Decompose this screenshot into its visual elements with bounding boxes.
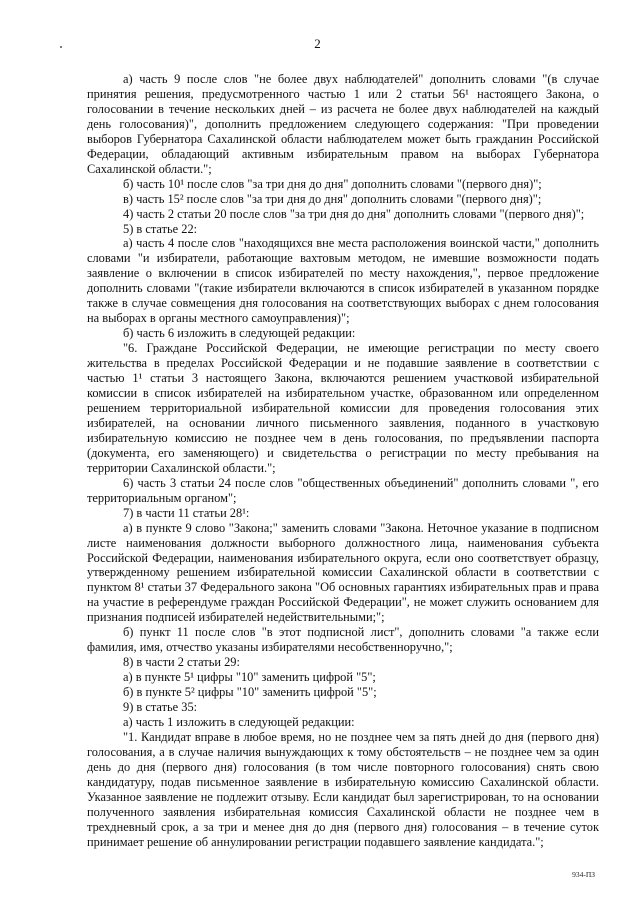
- paragraph: а) в пункте 9 слово "Закона;" заменить словами "Закона. Неточное указание в подписном листе наименования должности выборного должностного лица, наименования субъекта Российской Федерации, наименования избирательного округа, если оно соответствует образцу, утвержденному решением избирательной комиссии Сахалинской области в соответствии с пунктом 8¹ статьи 37 Федерального закона "Об основных гарантиях избирательных прав и права на участие в референдуме граждан Российской Федерации", не может служить основанием для признания подписей избирателей недействительными;";: [87, 520, 599, 625]
- paragraph: "1. Кандидат вправе в любое время, но не позднее чем за пять дней до дня (первого дня) голосования, а в случае наличия вынуждающих к тому обстоятельств – не позднее чем за один день до дня (первого дня) голосования (в том числе повторного голосования) снять свою кандидатуру, подав письменное заявление в избирательную комиссию Сахалинской области. Указанное заявление не подлежит отзыву. Если кандидат был зарегистрирован, то на основании полученного заявления избирательная комиссия Сахалинской области не позднее чем в трехдневный срок, а за три и менее дня до дня (первого дня) голосования – в течение суток принимает решение об аннулировании регистрации подавшего заявление кандидата.";: [87, 729, 599, 849]
- paragraph: б) часть 6 изложить в следующей редакции:: [123, 326, 356, 341]
- paragraph: 6) часть 3 статьи 24 после слов "общественных объединений" дополнить словами ", его территориальным органом";: [87, 475, 599, 505]
- document-code: 934-ПЗ: [572, 870, 595, 879]
- paragraph: а) в пункте 5¹ цифры "10" заменить цифрой "5";: [123, 670, 376, 685]
- paragraph: а) часть 4 после слов "находящихся вне места расположения воинской части," дополнить словами "и избиратели, работающие вахтовым методом, не имевшие возможности подать заявление о включении в список избирателей по месту нахождения,", первое предложение дополнить словами "(такие избиратели включаются в список избирателей в указанном порядке также в случае совмещения дня голосования на соответствующих выборах с днем голосования на выборах в органы местного самоуправления)";: [87, 236, 599, 326]
- paragraph: в) часть 15² после слов "за три дня до дня" дополнить словами "(первого дня)";: [123, 191, 542, 206]
- paragraph: 5) в статье 22:: [123, 221, 198, 236]
- paragraph: б) пункт 11 после слов "в этот подписной лист", дополнить словами "а также если фамилия, имя, отчество указаны избирателями несобственноручно,";: [87, 625, 599, 655]
- paragraph: б) часть 10¹ после слов "за три дня до дня" дополнить словами "(первого дня)";: [123, 176, 542, 191]
- paragraph: б) в пункте 5² цифры "10" заменить цифрой "5";: [123, 685, 377, 700]
- paragraph: 9) в статье 35:: [123, 700, 198, 715]
- page-number: 2: [314, 36, 321, 51]
- paragraph: а) часть 1 изложить в следующей редакции:: [123, 714, 355, 729]
- paragraph: 4) часть 2 статьи 20 после слов "за три дня до дня" дополнить словами "(первого дня)";: [123, 206, 585, 221]
- paragraph: 8) в части 2 статьи 29:: [123, 655, 240, 670]
- document-body: [87, 72, 599, 850]
- paragraph: 7) в части 11 статьи 28¹:: [123, 505, 250, 520]
- paragraph: а) часть 9 после слов "не более двух наблюдателей" дополнить словами "(в случае принятия решения, предусмотренного частью 1 или 2 статьи 56¹ настоящего Закона, о голосовании в течение нескольких дней – из расчета не более двух наблюдателей на каждый день голосования)", дополнить предложением следующего содержания: "При проведении выборов Губернатора Сахалинской области наблюдателем может быть гражданин Российской Федерации, обладающий активным избирательным правом на выборах Губернатора Сахалинской области.";: [87, 72, 599, 176]
- paragraph: "6. Граждане Российской Федерации, не имеющие регистрации по месту своего жительства в пределах Российской Федерации и не подавшие заявление в соответствии с частью 1¹ статьи 3 настоящего Закона, включаются решением участковой избирательной комиссии в список избирателей на избирательном участке, образованном или определенном решением территориальной избирательной комиссии для проведения голосования этих избирателей, на основании личного письменного заявления, поданного в участковую избирательную комиссию не позднее чем в день голосования, по предъявлении паспорта (документа, его заменяющего) и свидетельства о регистрации по месту пребывания на территории Сахалинской области.";: [87, 341, 599, 475]
